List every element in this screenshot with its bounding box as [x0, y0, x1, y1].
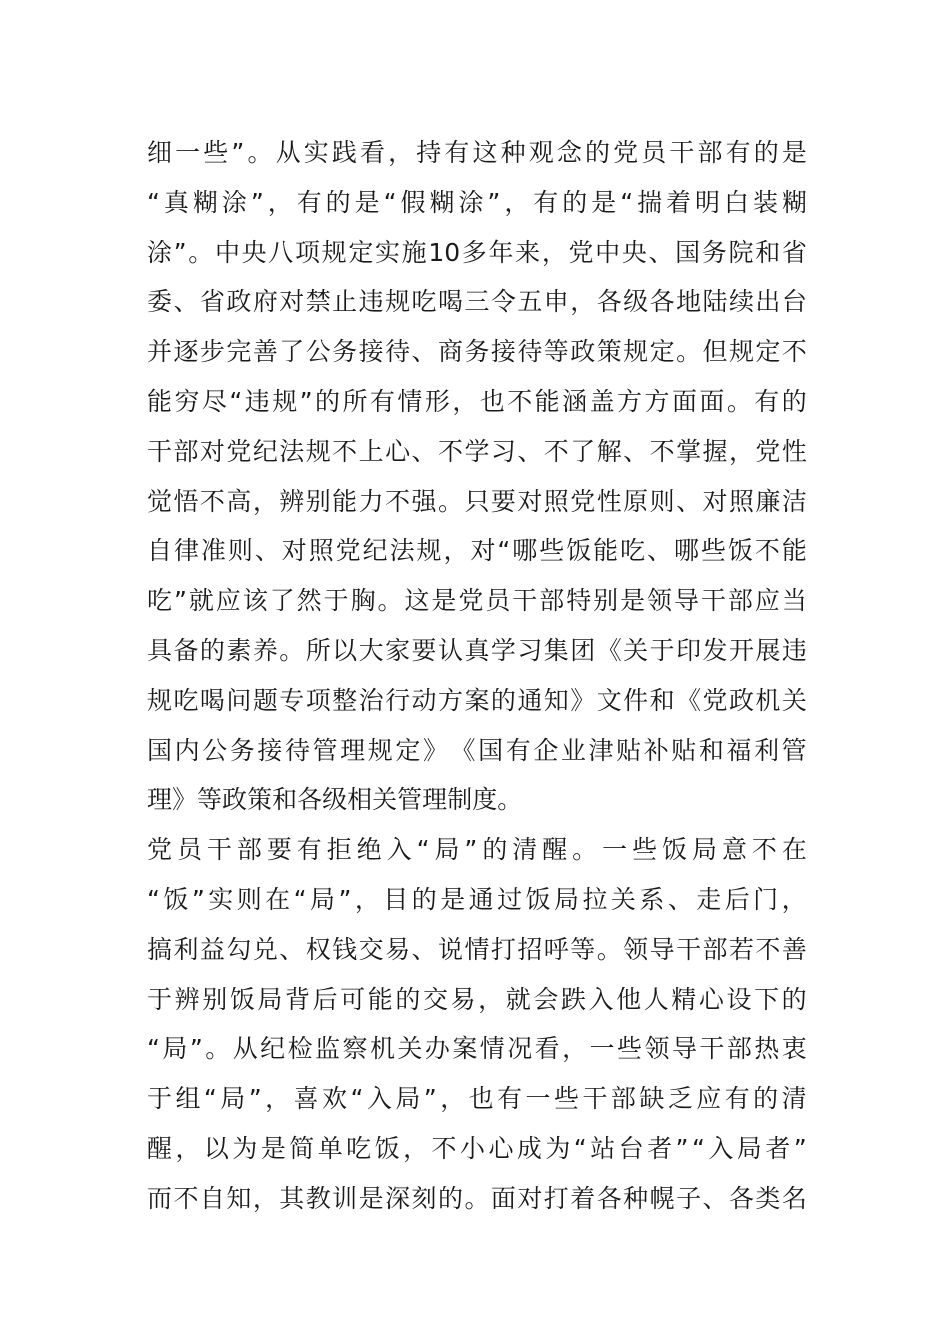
text-line: 细 一 些 ” 。 从 实 践 看 ， 持 有 这 种 观 念 的 党 员 干 部 有 的 是: [147, 138, 807, 167]
text-line: 委 、 省 政 府 对 禁 止 违 规 吃 喝 三 令 五 申 ， 各 级 各 地 陆 续 出 台: [147, 287, 807, 317]
text-line: 党 员 干 部 要 有 拒 绝 入 “ 局 ” 的 清 醒 。 一 些 饭 局 意 不 在: [147, 835, 807, 865]
text-line: 国 内 公 务 接 待 管 理 规 定 》 《 国 有 企 业 津 贴 补 贴 和 福 利 管: [147, 735, 807, 765]
text-line: 而 不 自 知 ， 其 教 训 是 深 刻 的 。 面 对 打 着 各 种 幌 子 、 各 类 名: [147, 1183, 807, 1213]
text-line: 并 逐 步 完 善 了 公 务 接 待 、 商 务 接 待 等 政 策 规 定 。 但 规 定 不: [147, 337, 807, 367]
text-line: “ 局 ” 。 从 纪 检 监 察 机 关 办 案 情 况 看 ， 一 些 领 导 干 部 热 衷: [147, 1034, 807, 1064]
text-line: “ 真 糊 涂 ” ， 有 的 是 “ 假 糊 涂 ” ， 有 的 是 “ 揣 着 明 白 装 糊: [147, 187, 807, 217]
text-line: 觉 悟 不 高 ， 辨 别 能 力 不 强 。 只 要 对 照 党 性 原 则 、 对 照 廉 洁: [147, 486, 807, 516]
text-line: 规 吃 喝 问 题 专 项 整 治 行 动 方 案 的 通 知 》 文 件 和 《 党 政 机 关: [147, 685, 807, 715]
text-line: 干 部 对 党 纪 法 规 不 上 心 、 不 学 习 、 不 了 解 、 不 掌 握 ， 党 性: [147, 436, 807, 466]
text-line: 搞 利 益 勾 兑 、 权 钱 交 易 、 说 情 打 招 呼 等 。 领 导 干 部 若 不 善: [147, 934, 807, 964]
text-line: 醒 ， 以 为 是 简 单 吃 饭 ， 不 小 心 成 为 “ 站 台 者 ” “ 入 局 者 ”: [147, 1133, 807, 1163]
text-line: 于 组 “ 局 ” ， 喜 欢 “ 入 局 ” ， 也 有 一 些 干 部 缺 乏 应 有 的 清: [147, 1084, 807, 1114]
text-line: 能 穷 尽 “ 违 规 ” 的 所 有 情 形 ， 也 不 能 涵 盖 方 方 面 面 。 有 的: [147, 386, 807, 416]
text-line: 于 辨 别 饭 局 背 后 可 能 的 交 易 ， 就 会 跌 入 他 人 精 心 设 下 的: [147, 984, 807, 1014]
body-text: [147, 128, 807, 1224]
text-line: 具 备 的 素 养 。 所 以 大 家 要 认 真 学 习 集 团 《 关 于 印 发 开 展 违: [147, 635, 807, 665]
text-line: 理 》 等 政 策 和 各 级 相 关 管 理 制 度 。: [147, 785, 523, 815]
text-line: 自 律 准 则 、 对 照 党 纪 法 规 ， 对 “ 哪 些 饭 能 吃 、 哪 些 饭 不 能: [147, 536, 807, 566]
text-line: “ 饭 ” 实 则 在 “ 局 ” ， 目 的 是 通 过 饭 局 拉 关 系 、 走 后 门 ，: [147, 884, 807, 914]
text-line: 涂 ” 。 中 央 八 项 规 定 实 施 10 多 年 来 ， 党 中 央 、 国 务 院 和 省: [147, 237, 807, 267]
text-line: 吃 ” 就 应 该 了 然 于 胸 。 这 是 党 员 干 部 特 别 是 领 导 干 部 应 当: [147, 586, 807, 616]
